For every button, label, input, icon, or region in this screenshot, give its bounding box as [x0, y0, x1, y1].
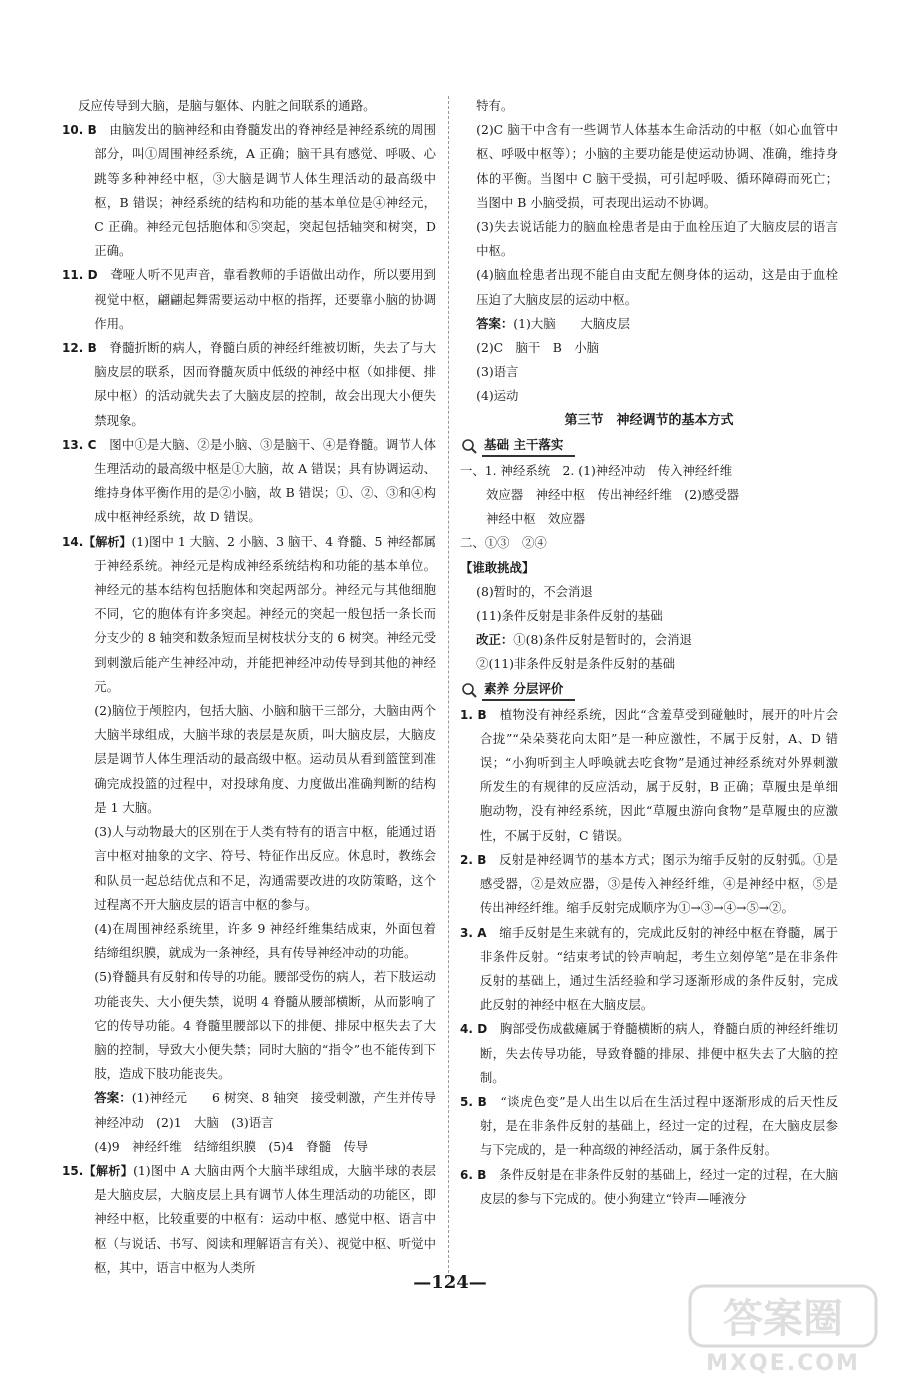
- page-number: —124—: [413, 1272, 487, 1293]
- analysis-part-1: (1)图中 1 大脑、2 小脑、3 脑干、4 脊髓、5 神经都属于神经系统。神经元是构成神经系统结构和功能的基本单位。神经元的基本结构包括胞体和突起两部分。神经元与其他细胞不同，它的胞体有许多突起。神经元的突起一般包括一条长而分支少的 8 轴突和数条短而呈树枝状分支的 6 树突。神经元受到刺激后能产生神经冲动，并能把神经冲动传导到其他的神经元。: [94, 533, 436, 694]
- challenge-tag: 【谁敢挑战】: [460, 559, 535, 575]
- section-banner-label: 基础 主干落实: [482, 435, 575, 457]
- question-number: 6. B: [460, 1167, 487, 1182]
- section-title: 第三节 神经调节的基本方式: [564, 412, 734, 428]
- question-text: 脊髓折断的病人，脊髓白质的神经纤维被切断，失去了与大脑皮层的联系，因而脊髓灰质中低级的神经中枢（如排便、排尿中枢）的活动就失去了大脑皮层的控制，故会出现大小便失禁现象。: [94, 340, 437, 428]
- answer-text: (1)神经元 6 树突、8 轴突 接受刺激，产生并传导神经冲动 (2)1 大脑 (3)语言: [94, 1090, 436, 1130]
- column-divider: [448, 96, 449, 1278]
- answer-15: [460, 312, 838, 336]
- question-number: 15.【解析】: [62, 1163, 134, 1178]
- eval-question-2: [460, 848, 838, 921]
- question-text: “谈虎色变”是人出生以后在生活过程中逐渐形成的后天性反射，是在非条件反射的基础上，经过一定的过程，在大脑皮层参与下完成的，是一种高级的神经活动，属于条件反射。: [479, 1093, 839, 1158]
- watermark-bottom-text: MXQE.COM: [706, 1351, 860, 1376]
- answer-label: 答案：: [94, 1090, 132, 1106]
- question-number: 1. B: [460, 707, 487, 722]
- answer-14: [62, 1086, 436, 1134]
- watermark-top-text: 答案圈: [723, 1296, 843, 1342]
- question-number: 4. D: [460, 1022, 488, 1037]
- question-12: [62, 336, 436, 433]
- eval-question-5: [460, 1090, 838, 1163]
- magnifier-icon: [460, 437, 478, 455]
- basic-answer-line: 一、1. 神经系统 2. (1)神经冲动 传入神经纤维: [460, 462, 733, 478]
- question-text: 条件反射是在非条件反射的基础上，经过一定的过程，在大脑皮层的参与下完成的。使小狗建立“铃声—唾液分: [479, 1166, 839, 1206]
- eval-question-3: [460, 921, 838, 1018]
- q15-continued: 特有。: [476, 98, 514, 113]
- question-text: 反射是神经调节的基本方式；图示为缩手反射的反射弧。①是感受器，②是效应器，③是传入神经纤维，④是神经中枢，⑤是传出神经纤维。缩手反射完成顺序为①→③→④→⑤→②。: [479, 851, 839, 916]
- basic-answer-line: 二、①③ ②④: [460, 535, 547, 551]
- analysis-part-4: (4)在周围神经系统里，许多 9 神经纤维集结成束，外面包着结缔组织膜，就成为一条神经，具有传导神经冲动的功能。: [94, 920, 436, 961]
- q15-part-3: (3)失去说话能力的脑血栓患者是由于血栓压迫了大脑皮层的语言中枢。: [476, 219, 838, 259]
- question-15: [62, 1159, 436, 1280]
- challenge-line: (11)条件反射是非条件反射的基础: [476, 608, 663, 624]
- question-number: 11. D: [62, 268, 98, 283]
- answer-15-line-3: (3)语言: [476, 364, 519, 380]
- q15-part-4: (4)脑血栓患者出现不能自由支配左侧身体的运动，这是由于血栓压迫了大脑皮层的运动中枢。: [476, 267, 838, 307]
- question-10: [62, 118, 436, 263]
- intro-text: 反应传导到大脑，是脑与躯体、内脏之间联系的通路。: [78, 98, 376, 113]
- answer-label: 答案：: [476, 315, 514, 331]
- section-banner-basic: [460, 435, 838, 457]
- question-text: (1)图中 A 大脑由两个大脑半球组成，大脑半球的表层是大脑皮层，大脑皮层上具有调节人体生理活动的功能区，即神经中枢，比较重要的中枢有：运动中枢、感觉中枢、语言中枢（与说话、书写、阅读和理解语言有关）、视觉中枢、听觉中枢，其中，语言中枢为人类所: [94, 1162, 436, 1275]
- question-text: 植物没有神经系统，因此“含羞草受到碰触时，展开的叶片会合拢”“朵朵葵花向太阳”是一种应激性，不属于反射，A、D 错误；“小狗听到主人呼唤就去吃食物”是通过神经系统对外界刺激所发生的有规律的反应活动，属于反射，B 正确；草履虫是单细胞动物，没有神经系统，因此“草履虫游向食物”是草履虫的应激性，不属于反射，C 错误。: [479, 706, 838, 843]
- question-number: 2. B: [460, 852, 487, 867]
- basic-answer-line: 神经中枢 效应器: [486, 511, 586, 527]
- analysis-part-2: (2)脑位于颅腔内，包括大脑、小脑和脑干三部分，大脑由两个大脑半球组成，大脑半球的表层是灰质，叫大脑皮层，大脑皮层是调节人体生理活动的最高级中枢。运动员从看到篮筐到准确完成投篮的过程中，对投球角度、力度做出准确判断的结构是 1 大脑。: [94, 703, 436, 815]
- question-number: 14.【解析】: [62, 534, 132, 549]
- eval-question-6: [460, 1163, 838, 1211]
- answer-text: (1)大脑 大脑皮层: [513, 315, 630, 331]
- question-14: [62, 530, 436, 699]
- question-number: 13. C: [62, 437, 97, 452]
- question-number: 10. B: [62, 123, 97, 138]
- question-text: 胸部受伤成截瘫属于脊髓横断的病人，脊髓白质的神经纤维切断，失去传导功能，导致脊髓的排尿、排便中枢失去了大脑的控制。: [479, 1021, 839, 1085]
- question-11: [62, 263, 436, 336]
- question-text: 图中①是大脑、②是小脑、③是脑干、④是脊髓。调节人体生理活动的最高级中枢是①大脑，故 A 错误；具有协调运动、维持身体平衡作用的是②小脑，故 B 错误；①、②、③和④构成中枢神经系统，故 D 错误。: [94, 436, 437, 525]
- analysis-part-5: (5)脊髓具有反射和传导的功能。腰部受伤的病人，若下肢运动功能丧失、大小便失禁，说明 4 脊髓从腰部横断，从而影响了它的传导功能。4 脊髓里腰部以下的排便、排尿中枢失去了大脑的控制，导致大小便失禁；同时大脑的“指令”也不能传到下肢，造成下肢功能丧失。: [94, 969, 436, 1082]
- watermark-logo: [688, 1284, 878, 1376]
- eval-question-1: [460, 703, 838, 848]
- question-text: 由脑发出的脑神经和由脊髓发出的脊神经是神经系统的周围部分，叫①周围神经系统，A 正确；脑干具有感觉、呼吸、心跳等多种神经中枢，③大脑是调节人体生理活动的最高级中枢，B 错误；神经系统的结构和功能的基本单位是④神经元，C 正确。神经元包括胞体和⑤突起，突起包括轴突和树突，D 正确。: [94, 122, 437, 259]
- question-number: 3. A: [460, 925, 487, 940]
- challenge-line: (8)暂时的，不会消退: [476, 583, 593, 599]
- section-banner-evaluation: [460, 679, 838, 701]
- correction-label: 改正：: [476, 632, 514, 648]
- left-column: [62, 94, 436, 1280]
- eval-question-4: [460, 1017, 838, 1090]
- correction-line: [460, 628, 838, 652]
- basic-answer-line: 效应器 神经中枢 传出神经纤维 (2)感受器: [486, 487, 740, 503]
- question-13: [62, 433, 436, 530]
- correction-text: ①(8)条件反射是暂时的，会消退: [513, 632, 692, 648]
- answer-15-line-2: (2)C 脑干 B 小脑: [476, 340, 599, 356]
- answer-14-continued: (4)9 神经纤维 结缔组织膜 (5)4 脊髓 传导: [94, 1138, 369, 1154]
- question-number: 5. B: [460, 1094, 487, 1109]
- section-banner-label: 素养 分层评价: [482, 679, 575, 701]
- analysis-part-3: (3)人与动物最大的区别在于人类有特有的语言中枢，能通过语言中枢对抽象的文字、符号、特征作出反应。休息时，教练会和队员一起总结优点和不足，沟通需要改进的攻防策略，这个过程离不开大脑皮层的语言中枢的参与。: [94, 824, 436, 912]
- q15-part-2: (2)C 脑干中含有一些调节人体基本生命活动的中枢（如心血管中枢、呼吸中枢等）；小脑的主要功能是使运动协调、准确，维持身体的平衡。当图中 C 脑干受损，可引起呼吸、循环障碍而死亡；当图中 B 小脑受损，可表现出运动不协调。: [476, 122, 838, 210]
- magnifier-icon: [460, 681, 478, 699]
- answer-15-line-4: (4)运动: [476, 388, 519, 404]
- right-column: [460, 94, 838, 1211]
- correction-line: ②(11)非条件反射是条件反射的基础: [476, 656, 676, 672]
- question-number: 12. B: [62, 341, 97, 356]
- question-text: 聋哑人听不见声音，靠看教师的手语做出动作，所以要用到视觉中枢，翩翩起舞需要运动中枢的指挥，还要靠小脑的协调作用。: [94, 267, 437, 331]
- question-text: 缩手反射是生来就有的，完成此反射的神经中枢在脊髓，属于非条件反射。“结束考试的铃声响起，考生立刻停笔”是在非条件反射的基础上，通过生活经验和学习逐渐形成的条件反射，完成此反射的神经中枢在大脑皮层。: [479, 924, 839, 1013]
